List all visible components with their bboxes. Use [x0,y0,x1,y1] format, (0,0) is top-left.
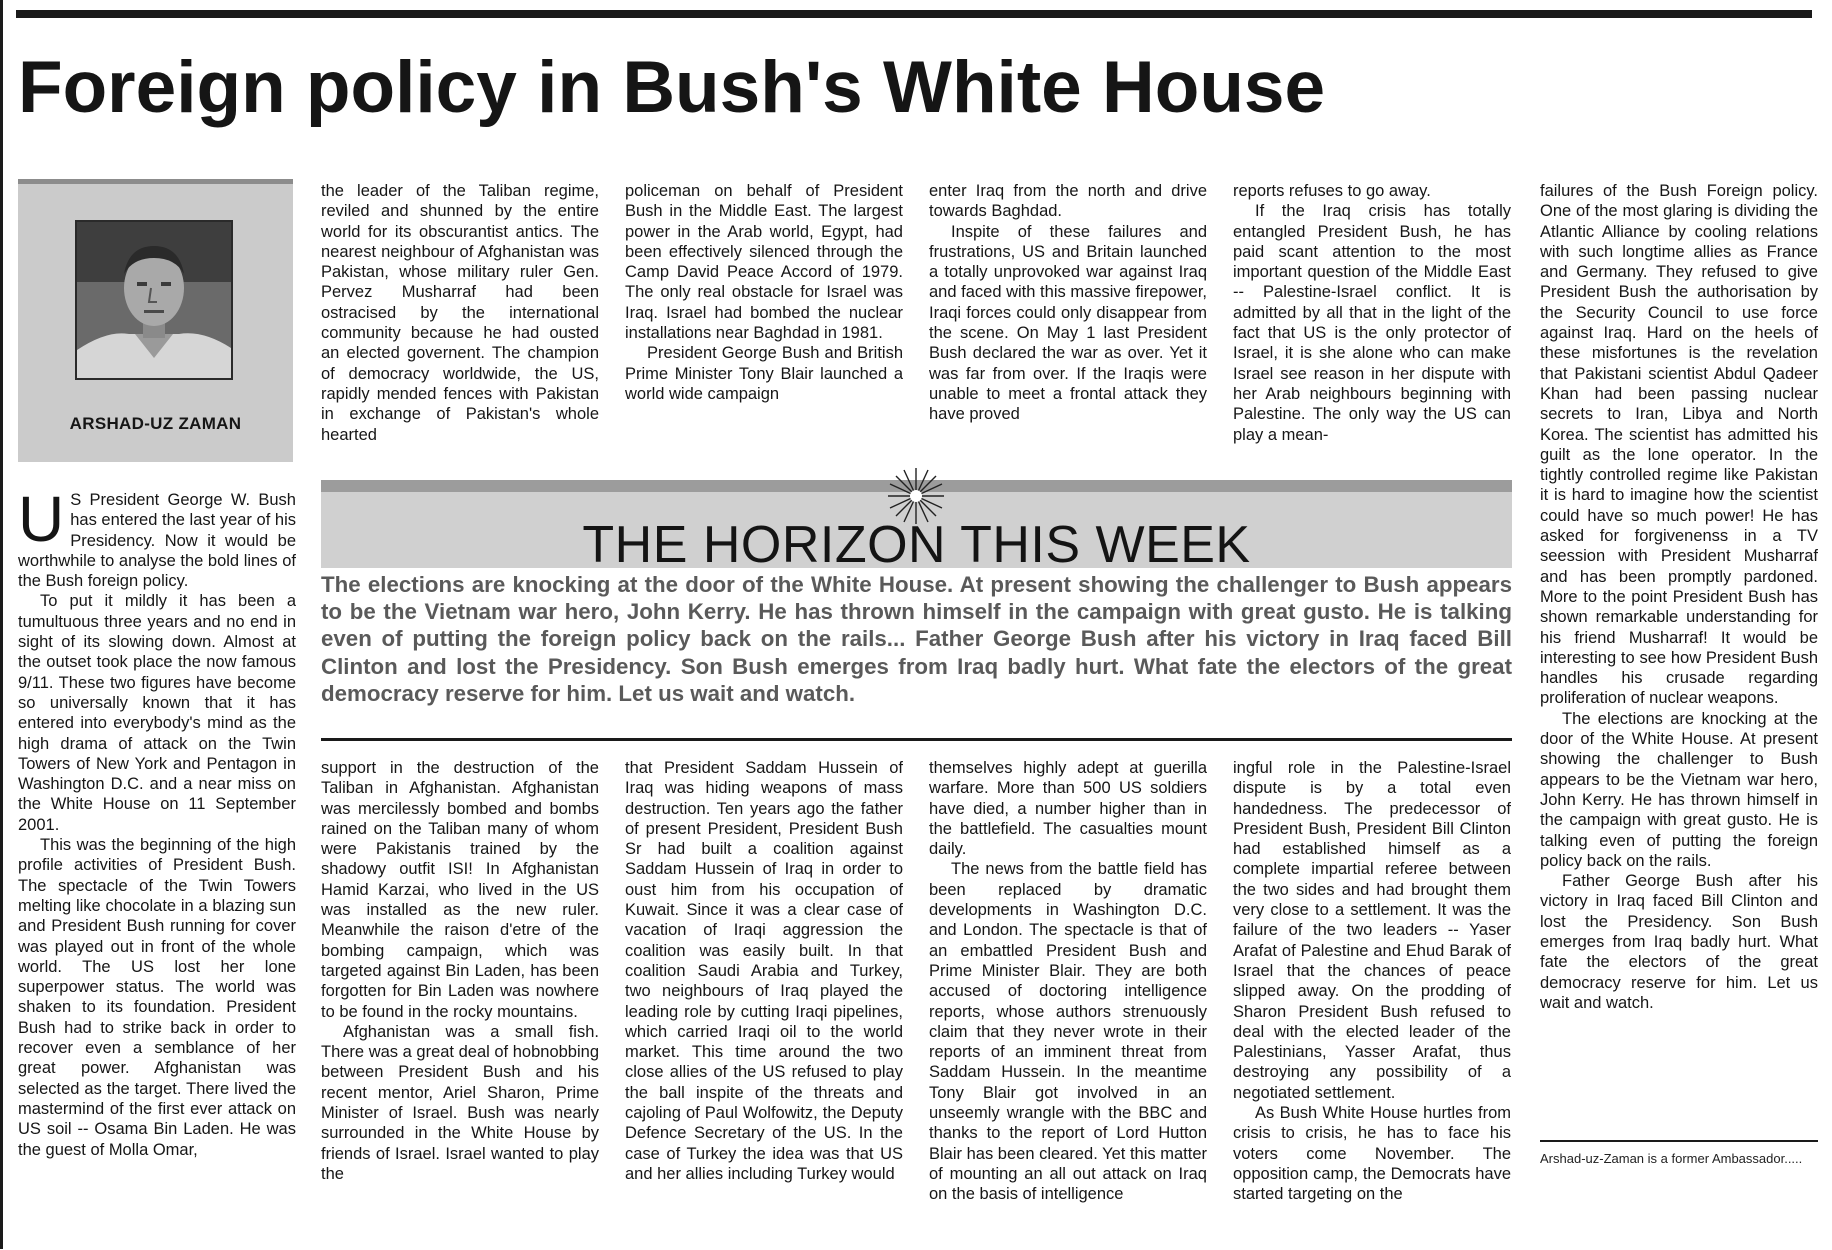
paragraph: ingful role in the Palestine-Israel dispute is by a total even handedness. The predecessor of President Bush, President Bill Clinton had established himself as a complete impartial referee between the two sides and had brought them very close to a settlement. It was the failure of the two leaders -- Yaser Arafat of Palestine and Ehud Barak of Israel that the chances of peace slipped away. On the prodding of Sharon President Bush refused to deal with the elected leader of the Palestinians, Yasser Arafat, thus destroying any possibility of a negotiated settlement. [1233,759,1511,1102]
paragraph: themselves highly adept at guerilla warfare. More than 500 US soldiers have died, a number higher than in the battlefield. The casualties mount daily. [929,759,1207,859]
article-column-3-bottom [625,758,903,1238]
article-column-3-top [625,181,903,465]
paragraph: reports refuses to go away. [1233,182,1431,200]
paragraph: failures of the Bush Foreign policy. One of the most glaring is dividing the Atlantic Alliance by cooling relations with such longtime allies as France and Germany. They refused to give President Bush the authorisation by the Security Council to use force against Iraq. Hard on the heels of these misfortunes is the revelation that Pakistani scientist Abdul Qadeer Khan had been passing nuclear secrets to Iran, Libya and North Korea. The scientist has admitted his guilt as the lone operator. In the tightly controlled regime like Pakistan it is hard to imagine how the scientist could have so much power! He has asked for forgivenenss in a TV seession with President Musharraf and has been promptly pardoned. More to the point President Bush has shown remarkable understanding for his friend Musharraf! It would be interesting to see how President Bush handles his crusade regarding proliferation of nuclear weapons. [1540,182,1818,708]
paragraph: As Bush White House hurtles from crisis to crisis, he has to face his voters come November. The opposition camp, the Democrats have started targeting on the [1233,1104,1511,1204]
paragraph: To put it mildly it has been a tumultuous three years and no end in sight of its slowing down. Almost at the outset took place the now famous 9/11. These two figures have become so universally known that it has entered into everybody's mind as the high drama of attack on the Twin Towers of New York and Pentagon in Washington D.C. and a near miss on the White House on 11 September 2001. [18,592,296,834]
paragraph: Inspite of these failures and frustrations, US and Britain launched a totally unprovoked war against Iraq and faced with this massive firepower, Iraqi forces could only disappear from the scene. On May 1 last President Bush declared the war as over. Yet it was far from over. If the Iraqis were unable to meet a frontal attack they have proved [929,222,1207,424]
paragraph: that President Saddam Hussein of Iraq was hiding weapons of mass destruction. Ten years ago the father of present President, President Bush Sr had built a coalition against Saddam Hussein of Iraq in order to oust him from his occupation of Kuwait. Since it was a clear case of vacation of Iraqi aggression the coalition was easily built. In that coalition Saudi Arabia and Turkey, two neighbours of Iraq played the leading role by cutting Iraqi pipelines, which carried Iraqi oil to the world market. This time around the two close allies of the US refused to play the ball inspite of the threats and cajoling of Paul Wolfowitz, the Deputy Defence Secretary of the US. In the case of Turkey the idea was that US and her allies including Turkey would [625,759,903,1183]
article-column-5-top [1233,181,1511,465]
article-column-2-top [321,181,599,465]
drop-cap: U [18,490,65,555]
section-banner [321,480,1512,574]
author-byline: ARSHAD-UZ ZAMAN [69,414,242,433]
author-bio: Arshad-uz-Zaman is a former Ambassador..... [1540,1151,1803,1166]
section-title: THE HORIZON THIS WEEK [582,516,1251,574]
paragraph: The elections are knocking at the door of the White House. At present showing the challenger to Bush appears to be the Vietnam war hero, John Kerry. He has thrown himself in the campaign with great gusto. He is talking even of putting the foreign policy back on the rails. [1540,709,1818,870]
author-box [18,179,293,462]
paragraph: policeman on behalf of President Bush in the Middle East. The largest power in the Arab world, Egypt, had been effectively silenced through the Camp David Peace Accord of 1979. The only real obstacle for Israel was Iraq. Israel had bombed the nuclear installations near Baghdad in 1981. [625,182,903,343]
paragraph: Father George Bush after his victory in Iraq faced Bill Clinton and lost the Presidency. Son Bush emerges from Iraq badly hurt. What fate the electors of the great democracy reserve for him. Let us wait and watch. [1540,872,1818,1012]
article-column-1 [18,490,296,1250]
pull-quote: The elections are knocking at the door of the White House. At present showing the challenger to Bush appears to be the Vietnam war hero, John Kerry. He has thrown himself in the campaign with great gusto. He is talking even of putting the foreign policy back on the rails... Father George Bush after his victory in Iraq faced Bill Clinton and lost the Presidency. Son Bush emerges from Iraq badly hurt. What fate the electors of the great democracy reserve for him. Let us wait and watch. [321,572,1512,706]
article-column-4-top [929,181,1207,465]
author-photo [75,220,233,380]
paragraph: The news from the battle field has been replaced by dramatic developments in Washington D.C. and London. The spectacle is that of an embattled President Bush and Prime Minister Blair. They are both accused of doctoring intelligence reports, whose authors strenuously claim that they never wrote in their reports of an imminent threat from Saddam Hussein. In the meantime Tony Blair got involved in an unseemly wrangle with the BBC and thanks to the report of Lord Hutton Blair has been cleared. Yet this matter of mounting an all out attack on Iraq on the basis of intelligence [929,860,1207,1204]
paragraph: S President George W. Bush has entered the last year of his Presidency. Now it would be worthwhile to analyse the bold lines of the Bush foreign policy. [18,491,296,591]
article-column-4-bottom [929,758,1207,1238]
top-rule [16,10,1812,18]
article-column-6 [1540,181,1818,1131]
bio-divider [1540,1140,1818,1142]
paragraph: the leader of the Taliban regime, reviled and shunned by the entire world for its obscurantist antics. The nearest neighbour of Afghanistan was Pakistan, whose military ruler Gen. Pervez Musharraf had been ostracised by the international community because he had ousted an elected governent. The champion of democracy worldwide, the US, rapidly mended fences with Pakistan in exchange of Pakistan's whole hearted [321,182,599,444]
section-divider [321,738,1512,741]
headline: Foreign policy in Bush's White House [18,47,1326,128]
paragraph: Afghanistan was a small fish. There was a great deal of hobnobbing between President Bush and his recent mentor, Ariel Sharon, Prime Minister of Israel. Bush was nearly surrounded in the White House by friends of Israel. Israel wanted to play the [321,1022,599,1183]
paragraph: enter Iraq from the north and drive towards Baghdad. [929,182,1207,221]
paragraph: support in the destruction of the Taliban in Afghanistan. Afghanistan was mercilessly bombed and bombs rained on the Taliban many of whom were Pakistanis trained by the shadowy outfit ISI! In Afghanistan Hamid Karzai, who lived in the US was installed as the new ruler. Meanwhile the raison d'etre of the bombing campaign, which was targeted against Bin Laden, has been forgotten for Bin Laden was nowhere to be found in the rocky mountains. [321,759,599,1021]
paragraph: This was the beginning of the high profile activities of President Bush. The spectacle of the Twin Towers melting like chocolate in a blazing sun and President Bush running for cover was played out in front of the whole world. The US lost her lone superpower status. The world was shaken to its foundation. President Bush had to strike back in order to recover even a semblance of her great power. Afghanistan was selected as the target. There lived the mastermind of the first ever attack on US soil -- Osama Bin Laden. He was the guest of Molla Omar, [18,836,296,1159]
paragraph: President George Bush and British Prime Minister Tony Blair launched a world wide campaign [625,344,903,403]
page-edge-rule [0,0,3,1249]
article-column-5-bottom [1233,758,1511,1238]
paragraph: If the Iraq crisis has totally entangled President Bush, he has paid scant attention to the most important question of the Middle East -- Palestine-Israel conflict. It is admitted by all that in the light of the fact that US is the only protector of Israel, it is she alone who can make Israel see reason in her dispute with her Arab neighbours beginning with Palestine. The only way the US can play a mean- [1233,202,1511,444]
article-column-2-bottom [321,758,599,1238]
